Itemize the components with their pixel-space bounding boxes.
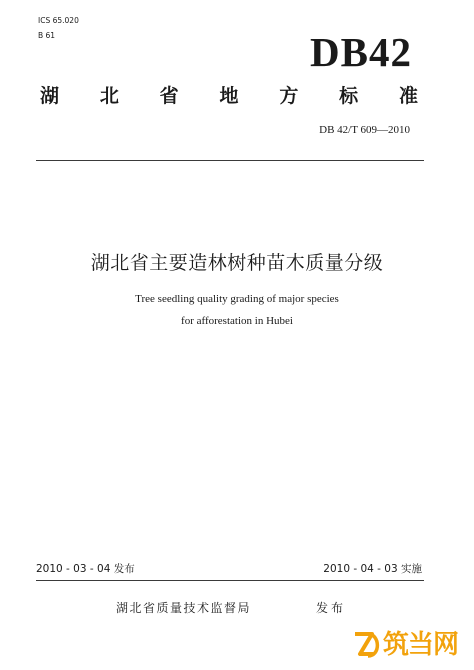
standard-type-char: 省 [159,85,179,107]
standard-type-char: 北 [99,85,119,107]
zd-logo-icon [352,628,382,662]
ics-code: ICS 65.020 [38,16,79,25]
ccs-code: B 61 [38,31,56,40]
implementation-date: 2010 - 04 - 03 实施 [323,563,422,575]
standard-code-large: DB42 [310,29,412,75]
title-chinese: 湖北省主要造林树种苗木质量分级 [90,252,384,274]
standard-type-char: 方 [279,85,299,107]
standard-type-heading [40,84,418,108]
standard-type-char: 标 [339,85,359,107]
issuing-authority: 湖北省质量技术监督局 [116,601,252,615]
standard-type-char: 准 [398,85,418,107]
standard-type-char: 地 [219,85,239,107]
issue-date: 2010 - 03 - 04 发布 [36,563,135,575]
footer-divider [36,580,424,581]
issue-label: 发布 [316,601,347,615]
standard-number: DB 42/T 609—2010 [319,124,410,136]
watermark-text: 筑当网 [383,630,459,660]
title-english-line2: for afforestation in Hubei [181,315,293,327]
standard-type-char: 湖 [40,85,60,107]
title-english-line1: Tree seedling quality grading of major species [135,293,339,305]
watermark [352,628,458,662]
header-divider [36,160,424,161]
